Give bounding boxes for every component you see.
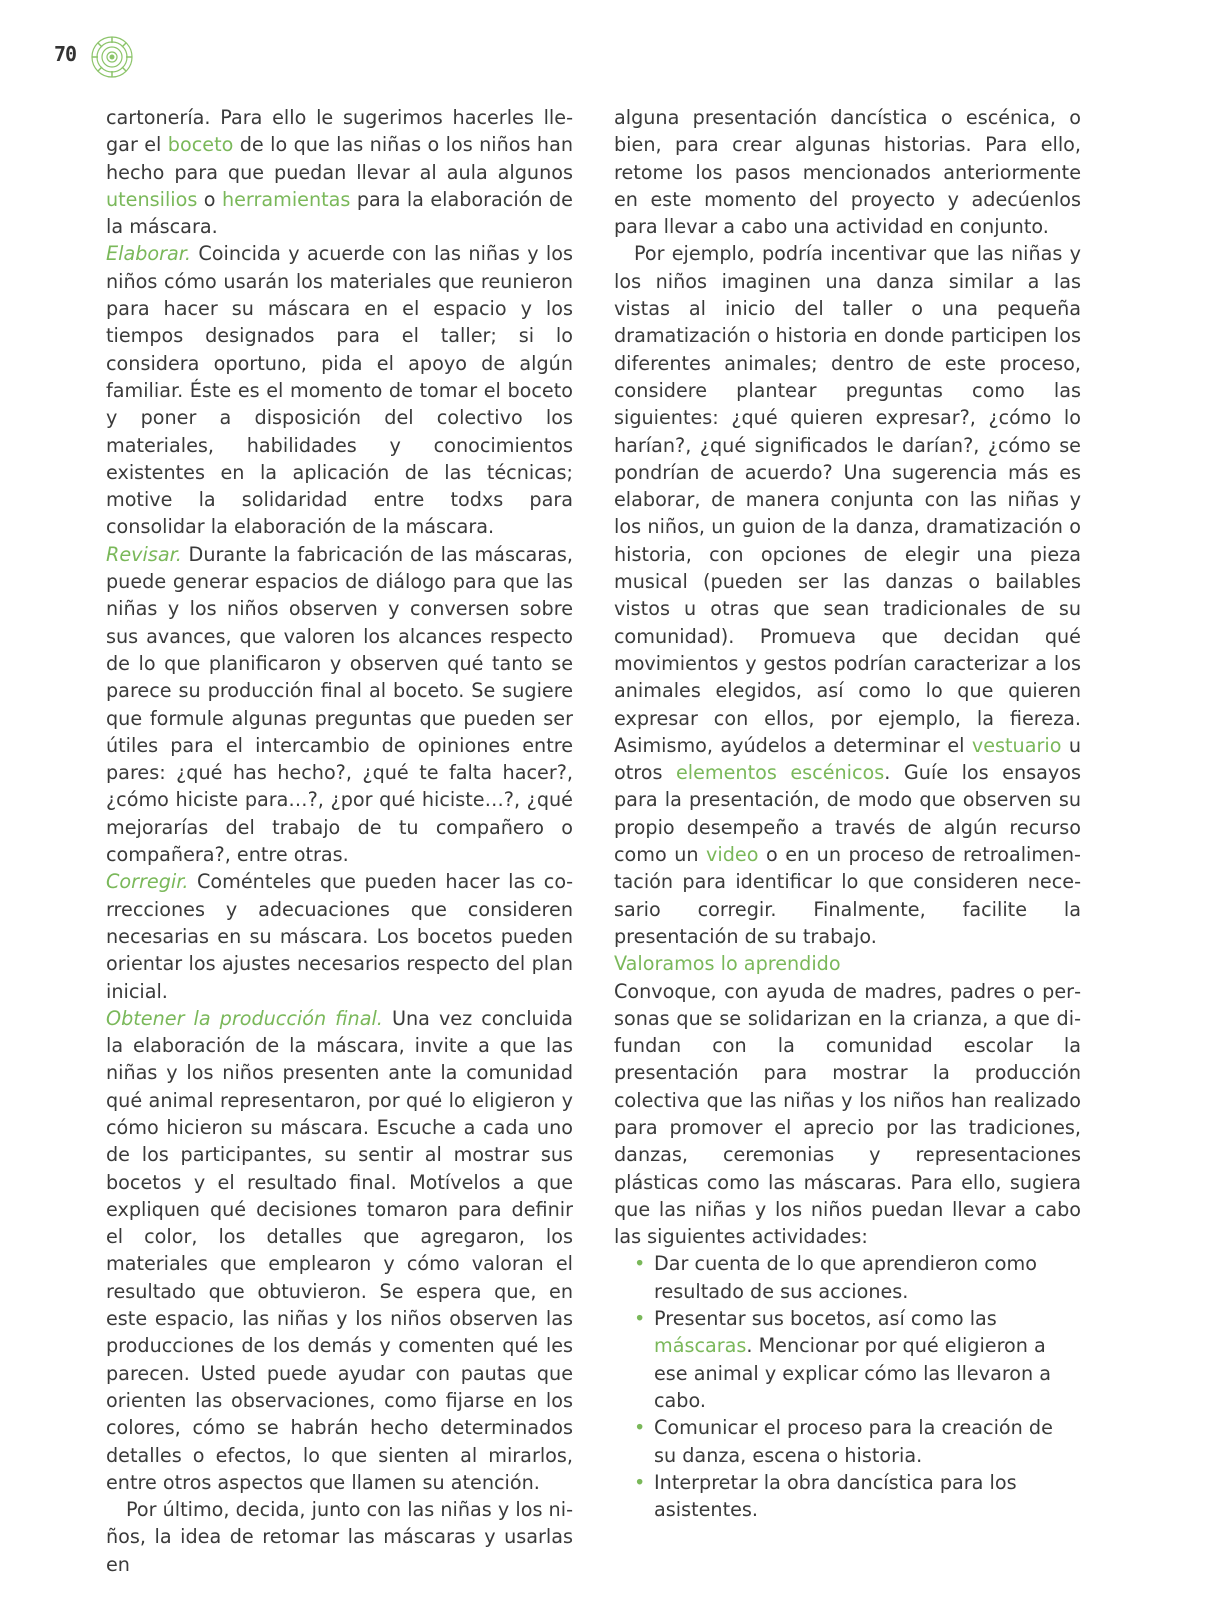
glossary-term-boceto: boceto	[167, 133, 234, 157]
step-label-obtener: Obtener la producción final.	[106, 1006, 383, 1030]
text: cartonería. Para ello le sugerimos hacerles llegar el	[106, 106, 573, 157]
sun-emblem-icon	[90, 35, 134, 79]
activities-list	[614, 1250, 1081, 1523]
paragraph-presentacion: alguna presentación dancística o escénica, o bien, para crear algunas historias. Para ello, retome los pasos mencionados anteriormente en este momento del proyecto y adecúenlos para llevar a cabo una actividad en conjunto.	[614, 106, 1081, 239]
list-item	[614, 1250, 1081, 1305]
text: Coménteles que pueden hacer las correcciones y adecuaciones que consideren necesarias en su máscara. Los bocetos pueden orientar los ajustes necesarios respecto del plan inicial.	[106, 870, 573, 1003]
glossary-term-video: video	[706, 843, 759, 867]
section-title: Valoramos lo aprendido	[614, 952, 841, 976]
step-label-corregir: Corregir.	[106, 870, 189, 894]
text: . Mencionar por qué eligieron a ese animal y explicar cómo las llevaron a cabo.	[654, 1334, 1052, 1412]
text: Interpretar la obra dancística para los asistentes.	[654, 1470, 1017, 1522]
text: para la elaboración de la máscara.	[106, 187, 573, 239]
list-item	[614, 1469, 1081, 1524]
text: Por ejemplo, podría incentivar que las niñas y los niños imaginen una danza similar a las vistas al inicio del taller o una pequeña dramatización o historia en donde participen los diferentes animales; dentro de este proceso, considere plantear preguntas como las siguientes: ¿qué quieren expresar?, ¿cómo lo harían?, ¿qué significados le darían?, ¿cómo se pondrían de acuerdo? Una sugerencia más es elaborar, de manera conjunta con las niñas y los niños, un guion de la danza, dramatización o historia, con opciones de elegir una pieza musical (pueden ser las danzas o bailables vistos u otras que sean tradicionales de su comunidad). Promueva que decidan qué movimientos y gestos podrían caracterizar a los animales elegidos, así como lo que quieren expresar con ellos, por ejemplo, la fiereza. Asimismo, ayúdelos a determinar el	[614, 242, 1081, 757]
text: o en un proceso de retroalimentación para identificar lo que consideren necesario corregir. Finalmente, facilite la presentación de su trabajo.	[614, 843, 1081, 948]
bullet-icon: •	[634, 1416, 646, 1440]
text: Comunicar el proceso para la creación de su danza, escena o historia.	[654, 1416, 1053, 1467]
text: Una vez concluida la elaboración de la máscara, invite a que las niñas y los niños presenten ante la comunidad qué animal representaron, por qué lo eligieron y cómo hicieron su máscara. Escuche a cada uno de los participantes, su sentir al mostrar sus bocetos y el resultado final. Motívelos a que expliquen qué decisiones tomaron para definir el color, los detalles que agregaron, los materiales que emplearon y cómo valoran el resultado que obtuvieron. Se espera que, en este espacio, las niñas y los niños observen las producciones de los demás y comenten qué les parecen. Usted puede ayudar con pautas que orienten las observaciones, como fijarse en los colores, cómo se habrán hecho determinados detalles o efectos, lo que sienten al mirarlos, entre otros aspectos que llamen su atención.	[106, 1006, 573, 1494]
paragraph-cartoneria	[106, 104, 573, 240]
bullet-icon: •	[634, 1252, 646, 1276]
paragraph-corregir	[106, 868, 573, 1004]
text: Dar cuenta de lo que aprendieron como resultado de sus acciones.	[654, 1252, 1037, 1303]
text: o	[197, 187, 222, 211]
glossary-term-mascaras: máscaras	[654, 1334, 747, 1358]
left-column	[106, 104, 573, 1578]
paragraph-por-ejemplo	[614, 240, 1081, 950]
glossary-term-elementos-escenicos: elementos escénicos	[675, 761, 885, 785]
list-item	[614, 1414, 1081, 1469]
text: u otros	[614, 733, 1081, 785]
page-number: 70	[54, 42, 77, 66]
step-label-revisar: Revisar.	[106, 542, 182, 566]
paragraph-elaborar	[106, 240, 573, 540]
text: de lo que las niñas o los niños han hecho para que puedan llevar al aula algunos	[106, 133, 574, 184]
step-label-elaborar: Elaborar.	[106, 242, 192, 266]
paragraph-revisar	[106, 541, 573, 869]
text: Coincida y acuerde con las niñas y los niños cómo usarán los materiales que reunieron para hacer su máscara en el espacio y los tiempos designados para el taller; si lo considera oportuno, pida el apoyo de algún familiar. Éste es el momento de tomar el boceto y poner a disposición del colectivo los materiales, habilidades y conocimientos existentes en la aplicación de las técnicas; motive la solidaridad entre todxs para consolidar la elaboración de la máscara.	[106, 242, 573, 539]
right-column	[614, 104, 1081, 1523]
paragraph-por-ultimo: Por último, decida, junto con las niñas y los niños, la idea de retomar las máscaras y usarlas en	[106, 1498, 573, 1576]
text: . Guíe los ensayos para la presentación, de modo que observen su propio desempeño a través de algún recurso como un	[614, 761, 1081, 867]
bullet-icon: •	[634, 1470, 646, 1494]
text: Durante la fabricación de las máscaras, puede generar espacios de diálogo para que las niñas y los niños observen y conversen sobre sus avances, que valoren los alcances respecto de lo que planificaron y observen qué tanto se parece su producción final al boceto. Se sugiere que formule algunas preguntas que pueden ser útiles para el intercambio de opiniones entre pares: ¿qué has hecho?, ¿qué te falta hacer?, ¿cómo hiciste para…?, ¿por qué hiciste…?, ¿qué mejorarías del trabajo de tu compañero o compañera?, entre otras.	[106, 542, 573, 867]
text: Presentar sus bocetos, así como las	[654, 1307, 997, 1331]
bullet-icon: •	[634, 1307, 646, 1331]
paragraph-convoque: Convoque, con ayuda de madres, padres o personas que se solidarizan en la crianza, a que difundan con la comunidad escolar la presentación para mostrar la producción colectiva que las niñas y los niños han realizado para promover el aprecio por las tradiciones, danzas, ceremonias y representaciones plásticas como las máscaras. Para ello, sugiera que las niñas y los niños puedan llevar a cabo las siguientes actividades:	[614, 979, 1081, 1249]
glossary-term-utensilios: utensilios	[106, 187, 198, 211]
glossary-term-vestuario: vestuario	[971, 733, 1062, 757]
paragraph-obtener	[106, 1005, 573, 1496]
list-item	[614, 1305, 1081, 1414]
glossary-term-herramientas: herramientas	[221, 187, 351, 211]
